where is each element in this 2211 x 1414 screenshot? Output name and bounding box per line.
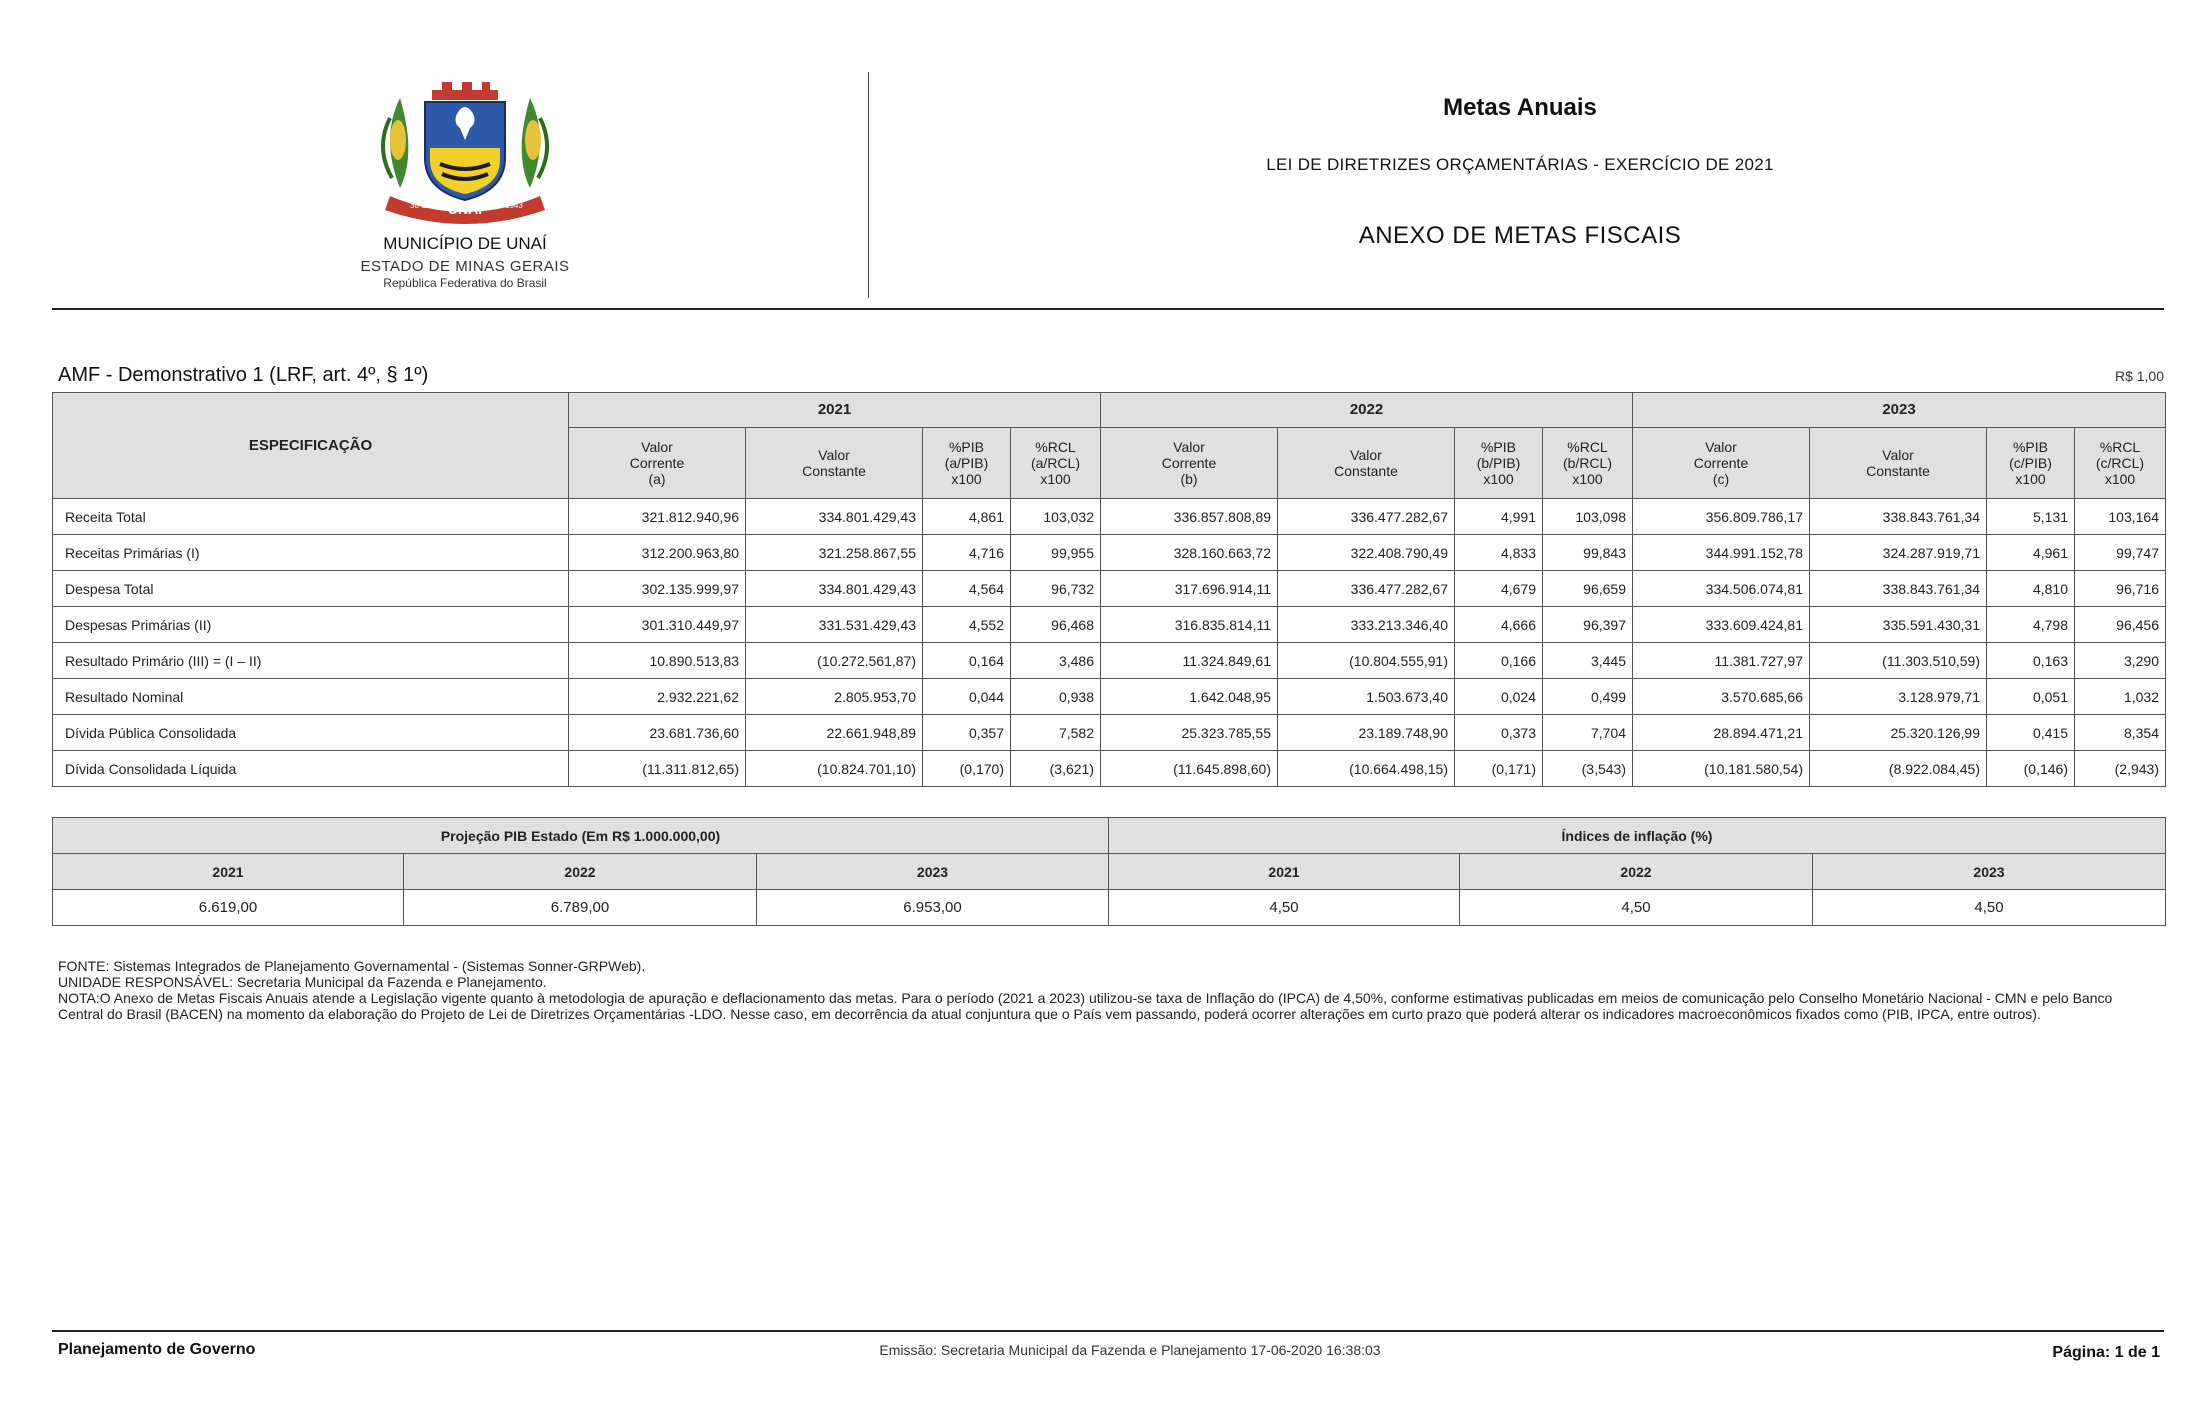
projection-value: 6.789,00 bbox=[404, 890, 757, 926]
table-cell: 4,552 bbox=[923, 607, 1011, 643]
table-cell: 96,716 bbox=[2075, 571, 2166, 607]
year-header: 2021 bbox=[569, 393, 1101, 428]
column-subheader-line: (b/PIB) bbox=[1476, 455, 1521, 471]
table-cell: 99,955 bbox=[1011, 535, 1101, 571]
table-cell: 4,564 bbox=[923, 571, 1011, 607]
row-label: Dívida Consolidada Líquida bbox=[53, 751, 569, 787]
table-cell: 4,716 bbox=[923, 535, 1011, 571]
spec-header: ESPECIFICAÇÃO bbox=[53, 393, 569, 499]
column-subheader-line: Valor bbox=[1882, 447, 1914, 463]
projection-year-header: 2021 bbox=[1109, 854, 1460, 890]
table-cell: 4,810 bbox=[1987, 571, 2075, 607]
table-cell: 0,051 bbox=[1987, 679, 2075, 715]
footer-department: Planejamento de Governo bbox=[58, 1341, 256, 1358]
column-subheader-line: x100 bbox=[1483, 471, 1514, 487]
column-subheader bbox=[1543, 428, 1633, 499]
year-header: 2022 bbox=[1101, 393, 1633, 428]
table-cell: 96,456 bbox=[2075, 607, 2166, 643]
column-subheader bbox=[1101, 428, 1278, 499]
table-cell: 2.805.953,70 bbox=[746, 679, 923, 715]
column-subheader bbox=[1987, 428, 2075, 499]
table-cell: 11.381.727,97 bbox=[1633, 643, 1810, 679]
footer-rule bbox=[52, 1330, 2164, 1332]
column-subheader-line: Constante bbox=[1334, 463, 1398, 479]
table-cell: 23.681.736,60 bbox=[569, 715, 746, 751]
table-cell: 4,861 bbox=[923, 499, 1011, 535]
table-cell: 312.200.963,80 bbox=[569, 535, 746, 571]
table-cell: 0,024 bbox=[1455, 679, 1543, 715]
table-cell: 333.213.346,40 bbox=[1278, 607, 1455, 643]
table-cell: (11.645.898,60) bbox=[1101, 751, 1278, 787]
table-row bbox=[53, 535, 2166, 571]
table-cell: 103,098 bbox=[1543, 499, 1633, 535]
header-rule bbox=[52, 308, 2164, 310]
table-cell: 11.324.849,61 bbox=[1101, 643, 1278, 679]
projection-year-header: 2022 bbox=[404, 854, 757, 890]
svg-text:30-12: 30-12 bbox=[410, 201, 431, 210]
table-cell: 3,445 bbox=[1543, 643, 1633, 679]
table-cell: 334.801.429,43 bbox=[746, 499, 923, 535]
table-cell: (0,146) bbox=[1987, 751, 2075, 787]
column-subheader-line: (c) bbox=[1712, 471, 1730, 487]
table-cell: 0,415 bbox=[1987, 715, 2075, 751]
column-subheader bbox=[923, 428, 1011, 499]
table-cell: (10.181.580,54) bbox=[1633, 751, 1810, 787]
projection-year-header: 2023 bbox=[1813, 854, 2166, 890]
row-label: Despesa Total bbox=[53, 571, 569, 607]
table-cell: (10.824.701,10) bbox=[746, 751, 923, 787]
column-subheader bbox=[2075, 428, 2166, 499]
column-subheader-line: Valor bbox=[1173, 439, 1205, 455]
column-subheader-line: x100 bbox=[951, 471, 982, 487]
table-cell: 96,468 bbox=[1011, 607, 1101, 643]
table-cell: 336.477.282,67 bbox=[1278, 499, 1455, 535]
column-subheader-line: Valor bbox=[641, 439, 673, 455]
column-subheader-line: Corrente bbox=[629, 455, 685, 471]
row-label: Receita Total bbox=[53, 499, 569, 535]
table-cell: 0,373 bbox=[1455, 715, 1543, 751]
column-subheader-line: (a/PIB) bbox=[944, 455, 989, 471]
table-cell: (0,170) bbox=[923, 751, 1011, 787]
table-cell: 22.661.948,89 bbox=[746, 715, 923, 751]
table-cell: 96,732 bbox=[1011, 571, 1101, 607]
demonstrativo-title: AMF - Demonstrativo 1 (LRF, art. 4º, § 1º) bbox=[58, 364, 429, 386]
column-subheader bbox=[569, 428, 746, 499]
column-subheader-line: Valor bbox=[818, 447, 850, 463]
table-cell: 328.160.663,72 bbox=[1101, 535, 1278, 571]
fiscal-goals-table bbox=[52, 392, 2166, 787]
table-cell: 336.857.808,89 bbox=[1101, 499, 1278, 535]
responsible-unit-note: UNIDADE RESPONSÁVEL: Secretaria Municipal da Fazenda e Planejamento. bbox=[58, 974, 547, 990]
table-cell: 103,032 bbox=[1011, 499, 1101, 535]
table-cell: (8.922.084,45) bbox=[1810, 751, 1987, 787]
column-subheader-line: Corrente bbox=[1693, 455, 1749, 471]
column-subheader-line: %PIB bbox=[1480, 439, 1516, 455]
table-cell: 321.258.867,55 bbox=[746, 535, 923, 571]
table-cell: 23.189.748,90 bbox=[1278, 715, 1455, 751]
column-subheader-line: Valor bbox=[1705, 439, 1737, 455]
table-cell: 356.809.786,17 bbox=[1633, 499, 1810, 535]
inflation-index-header: Índices de inflação (%) bbox=[1109, 818, 2166, 854]
projection-table bbox=[52, 817, 2166, 926]
table-cell: 338.843.761,34 bbox=[1810, 499, 1987, 535]
table-cell: 0,166 bbox=[1455, 643, 1543, 679]
column-subheader bbox=[1633, 428, 1810, 499]
table-cell: 0,357 bbox=[923, 715, 1011, 751]
table-cell: 0,044 bbox=[923, 679, 1011, 715]
table-cell: (10.804.555,91) bbox=[1278, 643, 1455, 679]
column-subheader-line: x100 bbox=[2015, 471, 2046, 487]
table-cell: 1.642.048,95 bbox=[1101, 679, 1278, 715]
pib-projection-header: Projeção PIB Estado (Em R$ 1.000.000,00) bbox=[53, 818, 1109, 854]
column-subheader-line: Valor bbox=[1350, 447, 1382, 463]
table-row bbox=[53, 607, 2166, 643]
table-cell: 335.591.430,31 bbox=[1810, 607, 1987, 643]
table-cell: (10.272.561,87) bbox=[746, 643, 923, 679]
table-cell: 99,843 bbox=[1543, 535, 1633, 571]
table-row bbox=[53, 499, 2166, 535]
table-cell: (11.311.812,65) bbox=[569, 751, 746, 787]
currency-unit: R$ 1,00 bbox=[2114, 368, 2164, 384]
column-subheader-line: %RCL bbox=[1567, 439, 1608, 455]
column-subheader bbox=[1278, 428, 1455, 499]
projection-value: 4,50 bbox=[1460, 890, 1813, 926]
column-subheader-line: (c/RCL) bbox=[2095, 455, 2145, 471]
footer-emission: Emissão: Secretaria Municipal da Fazenda e Planejamento 17-06-2020 16:38:03 bbox=[879, 1342, 1381, 1358]
row-label: Dívida Pública Consolidada bbox=[53, 715, 569, 751]
table-cell: 0,164 bbox=[923, 643, 1011, 679]
column-subheader-line: x100 bbox=[1040, 471, 1071, 487]
table-cell: 3.128.979,71 bbox=[1810, 679, 1987, 715]
table-cell: 3,486 bbox=[1011, 643, 1101, 679]
table-cell: 7,704 bbox=[1543, 715, 1633, 751]
table-cell: 321.812.940,96 bbox=[569, 499, 746, 535]
row-label: Resultado Primário (III) = (I – II) bbox=[53, 643, 569, 679]
table-cell: 0,163 bbox=[1987, 643, 2075, 679]
column-subheader-line: (a/RCL) bbox=[1030, 455, 1080, 471]
projection-value: 6.619,00 bbox=[53, 890, 404, 926]
table-cell: 4,666 bbox=[1455, 607, 1543, 643]
table-cell: 336.477.282,67 bbox=[1278, 571, 1455, 607]
projection-year-header: 2023 bbox=[757, 854, 1109, 890]
table-cell: 96,659 bbox=[1543, 571, 1633, 607]
table-cell: 4,991 bbox=[1455, 499, 1543, 535]
column-subheader-line: (b/RCL) bbox=[1562, 455, 1612, 471]
page-number: Página: 1 de 1 bbox=[2052, 1344, 2160, 1361]
table-cell: 338.843.761,34 bbox=[1810, 571, 1987, 607]
table-cell: 4,833 bbox=[1455, 535, 1543, 571]
year-header: 2023 bbox=[1633, 393, 2166, 428]
svg-text:1943: 1943 bbox=[505, 201, 523, 210]
table-cell: 99,747 bbox=[2075, 535, 2166, 571]
projection-year-header: 2021 bbox=[53, 854, 404, 890]
column-subheader-line: (b) bbox=[1180, 471, 1198, 487]
table-cell: 334.506.074,81 bbox=[1633, 571, 1810, 607]
source-note: FONTE: Sistemas Integrados de Planejamento Governamental - (Sistemas Sonner-GRPWeb). bbox=[58, 958, 646, 974]
row-label: Despesas Primárias (II) bbox=[53, 607, 569, 643]
column-subheader bbox=[1810, 428, 1987, 499]
projection-value: 4,50 bbox=[1813, 890, 2166, 926]
table-cell: 2.932.221,62 bbox=[569, 679, 746, 715]
column-subheader-line: Corrente bbox=[1161, 455, 1217, 471]
column-subheader-line: Constante bbox=[1866, 463, 1930, 479]
column-subheader-line: x100 bbox=[1572, 471, 1603, 487]
svg-text:UNAÍ: UNAÍ bbox=[447, 201, 483, 217]
table-cell: 96,397 bbox=[1543, 607, 1633, 643]
law-subtitle: LEI DE DIRETRIZES ORÇAMENTÁRIAS - EXERCÍCIO DE 2021 bbox=[1266, 155, 1774, 174]
table-cell: 4,961 bbox=[1987, 535, 2075, 571]
column-subheader bbox=[1011, 428, 1101, 499]
projection-value: 6.953,00 bbox=[757, 890, 1109, 926]
table-cell: 0,499 bbox=[1543, 679, 1633, 715]
projection-year-header: 2022 bbox=[1460, 854, 1813, 890]
table-cell: 3.570.685,66 bbox=[1633, 679, 1810, 715]
table-row bbox=[53, 715, 2166, 751]
table-cell: 331.531.429,43 bbox=[746, 607, 923, 643]
table-cell: 103,164 bbox=[2075, 499, 2166, 535]
table-cell: 5,131 bbox=[1987, 499, 2075, 535]
column-subheader-line: %RCL bbox=[2099, 439, 2141, 455]
column-subheader-line: %PIB bbox=[2012, 439, 2048, 455]
table-cell: (3,621) bbox=[1011, 751, 1101, 787]
table-cell: 317.696.914,11 bbox=[1101, 571, 1278, 607]
table-cell: 1,032 bbox=[2075, 679, 2166, 715]
state-name: ESTADO DE MINAS GERAIS bbox=[360, 258, 570, 275]
table-cell: (10.664.498,15) bbox=[1278, 751, 1455, 787]
column-subheader bbox=[746, 428, 923, 499]
column-subheader-line: (c/PIB) bbox=[2009, 455, 2052, 471]
table-cell: 324.287.919,71 bbox=[1810, 535, 1987, 571]
projection-value: 4,50 bbox=[1109, 890, 1460, 926]
table-cell: 322.408.790,49 bbox=[1278, 535, 1455, 571]
table-cell: 4,798 bbox=[1987, 607, 2075, 643]
table-row bbox=[53, 751, 2166, 787]
column-subheader-line: x100 bbox=[2104, 471, 2136, 487]
table-cell: 301.310.449,97 bbox=[569, 607, 746, 643]
table-cell: 333.609.424,81 bbox=[1633, 607, 1810, 643]
municipal-crest-logo bbox=[370, 78, 560, 228]
municipality-name: MUNICÍPIO DE UNAÍ bbox=[383, 234, 547, 253]
column-subheader bbox=[1455, 428, 1543, 499]
table-cell: (3,543) bbox=[1543, 751, 1633, 787]
column-subheader-line: Constante bbox=[802, 463, 866, 479]
table-cell: 302.135.999,97 bbox=[569, 571, 746, 607]
column-subheader-line: %PIB bbox=[948, 439, 984, 455]
table-cell: (0,171) bbox=[1455, 751, 1543, 787]
table-cell: 7,582 bbox=[1011, 715, 1101, 751]
table-cell: 316.835.814,11 bbox=[1101, 607, 1278, 643]
table-cell: 4,679 bbox=[1455, 571, 1543, 607]
table-cell: 1.503.673,40 bbox=[1278, 679, 1455, 715]
column-subheader-line: %RCL bbox=[1035, 439, 1076, 455]
notes-block bbox=[58, 958, 2148, 1022]
header-divider bbox=[868, 72, 869, 298]
annex-title: ANEXO DE METAS FISCAIS bbox=[1358, 222, 1682, 249]
table-cell: 0,938 bbox=[1011, 679, 1101, 715]
table-cell: 28.894.471,21 bbox=[1633, 715, 1810, 751]
table-cell: 3,290 bbox=[2075, 643, 2166, 679]
table-cell: (11.303.510,59) bbox=[1810, 643, 1987, 679]
table-row bbox=[53, 571, 2166, 607]
page-title: Metas Anuais bbox=[1443, 94, 1597, 121]
methodology-note: NOTA:O Anexo de Metas Fiscais Anuais atende a Legislação vigente quanto à metodologia de apuração e deflacionamento das metas. Para o período (2021 a 2023) utilizou-se taxa de Inflação do (IPCA) de 4,50%, conforme estimativas publicadas em meios de comunicação pelo Conselho Monetário Nacional - CMN e pelo Banco Central do Brasil (BACEN) na momento da elaboração do Projeto de Lei de Diretrizes Orçamentárias -LDO. Nesse caso, em decorrência da atual conjuntura que o País vem passando, poderá ocorrer alterações em curto prazo que poderá alterar os indicadores macroeconômicos fixados como (PIB, IPCA, entre outros). bbox=[58, 990, 2113, 1022]
table-cell: 8,354 bbox=[2075, 715, 2166, 751]
table-cell: 25.323.785,55 bbox=[1101, 715, 1278, 751]
column-subheader-line: (a) bbox=[648, 471, 666, 487]
table-cell: 10.890.513,83 bbox=[569, 643, 746, 679]
row-label: Resultado Nominal bbox=[53, 679, 569, 715]
table-row bbox=[53, 679, 2166, 715]
table-cell: 344.991.152,78 bbox=[1633, 535, 1810, 571]
table-cell: 25.320.126,99 bbox=[1810, 715, 1987, 751]
table-cell: 334.801.429,43 bbox=[746, 571, 923, 607]
table-row bbox=[53, 643, 2166, 679]
row-label: Receitas Primárias (I) bbox=[53, 535, 569, 571]
republic-name: República Federativa do Brasil bbox=[383, 276, 547, 290]
table-cell: (2,943) bbox=[2075, 751, 2166, 787]
